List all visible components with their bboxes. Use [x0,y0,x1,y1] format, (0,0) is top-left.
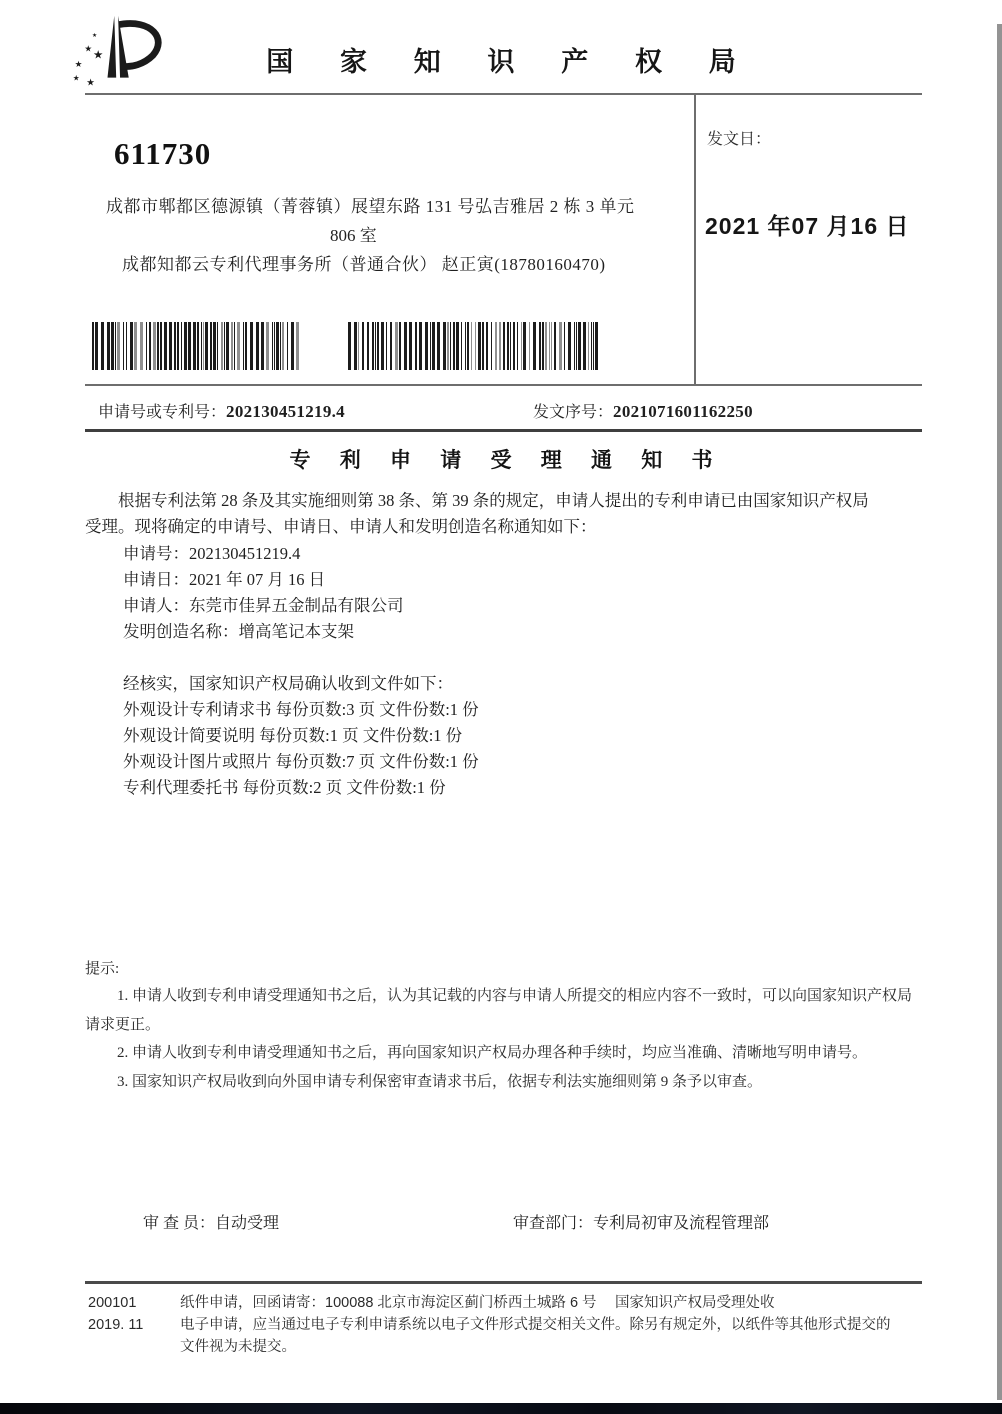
dispatch-date-value: 2021 年07 月16 日 [705,213,910,239]
svg-text:★: ★ [74,59,83,70]
dispatch-box-divider [694,94,696,385]
received-item: 外观设计专利请求书 每份页数:3 页 文件份数:1 份 [123,700,479,719]
field-application-number: 申请号：202130451219.4 [123,544,301,563]
svg-text:★: ★ [92,33,98,40]
received-item: 专利代理委托书 每份页数:2 页 文件份数:1 份 [123,778,446,797]
received-item: 外观设计简要说明 每份页数:1 页 文件份数:1 份 [123,726,463,745]
svg-text:★: ★ [93,47,104,62]
notice-intro [85,488,930,540]
examiner-value: 自动受理 [215,1215,280,1232]
footer-form-code: 2019. 11 [88,1317,144,1333]
svg-text:★: ★ [72,73,80,83]
footer-instructions [180,1292,938,1358]
examiner-label: 审 查 员： [143,1215,216,1232]
application-fields [123,541,404,645]
svg-text:★: ★ [84,44,93,55]
received-item: 外观设计图片或照片 每份页数:7 页 文件份数:1 份 [123,752,479,771]
notice-title: 专 利 申 请 受 理 通 知 书 [289,448,725,472]
serial-number-label: 发文序号： [533,404,614,421]
received-intro: 经核实，国家知识产权局确认收到文件如下： [123,674,453,693]
header-rule [85,93,922,95]
field-applicant: 申请人：东莞市佳昇五金制品有限公司 [123,596,404,615]
intro-line: 受理。现将确定的申请号、申请日、申请人和发明创造名称通知如下： [85,517,597,536]
recipient-address-line1: 成都市郫都区德源镇（菁蓉镇）展望东路 131 号弘吉雅居 2 栋 3 单元 [106,197,635,216]
received-documents [123,671,479,801]
field-application-date: 申请日：2021 年 07 月 16 日 [123,570,326,589]
svg-text:★: ★ [86,77,95,89]
serial-number-value: 2021071601162250 [613,402,753,421]
serial-number-row [533,399,753,422]
department-label: 审查部门： [513,1215,594,1232]
recipient-address-line2: 806 室 [330,226,377,245]
tips-label: 提示: [85,961,120,977]
tip-line: 1. 申请人收到专利申请受理通知书之后，认为其记载的内容与申请人所提交的相应内容不一致时，可以向国家知识产权局 [117,988,913,1004]
barcode-bottom-rule [85,384,922,386]
barcode-left-icon [92,322,304,370]
department-row [513,1210,769,1233]
section-thick-rule [85,429,922,432]
footer-rule [85,1281,922,1284]
application-number-row [98,399,345,422]
tip-line: 3. 国家知识产权局收到向外国申请专利保密审查请求书后，依据专利法实施细则第 9 条予以审查。 [117,1073,763,1090]
tip-line: 请求更正。 [85,1016,161,1033]
field-invention-name: 发明创造名称：增高笔记本支架 [123,622,354,641]
agency-title: 国 家 知 识 产 权 局 [266,47,756,77]
scan-edge-right [997,24,1002,1400]
recipient-agent-line: 成都知都云专利代理事务所（普通合伙） 赵正寅(18780160470) [122,255,606,274]
footer-form-code: 200101 [88,1295,137,1311]
dispatch-date-label: 发文日： [707,131,772,148]
footer-line: 文件视为未提交。 [180,1339,296,1355]
barcode-right-icon [348,322,600,370]
footer-form-codes [88,1292,143,1336]
examiner-row [143,1210,279,1233]
scan-edge-bottom [0,1403,1002,1414]
recipient-postal-code: 611730 [114,136,212,171]
tip-line: 2. 申请人收到专利申请受理通知书之后，再向国家知识产权局办理各种手续时，均应当准确、清晰地写明申请号。 [117,1045,868,1061]
footer-line: 纸件申请，回函请寄：100088 北京市海淀区蓟门桥西土城路 6 号 国家知识产权局受理处收 [180,1295,775,1311]
intro-line: 根据专利法第 28 条及其实施细则第 38 条、第 39 条的规定，申请人提出的专利申请已由国家知识产权局 [118,491,869,510]
footer-line: 电子申请，应当通过电子专利申请系统以电子文件形式提交相关文件。除另有规定外，以纸件等其他形式提交的 [180,1317,891,1333]
department-value: 专利局初审及流程管理部 [593,1215,770,1232]
application-number-value: 202130451219.4 [226,402,345,421]
application-number-label: 申请号或专利号： [98,404,227,421]
tips-list [85,982,945,1096]
